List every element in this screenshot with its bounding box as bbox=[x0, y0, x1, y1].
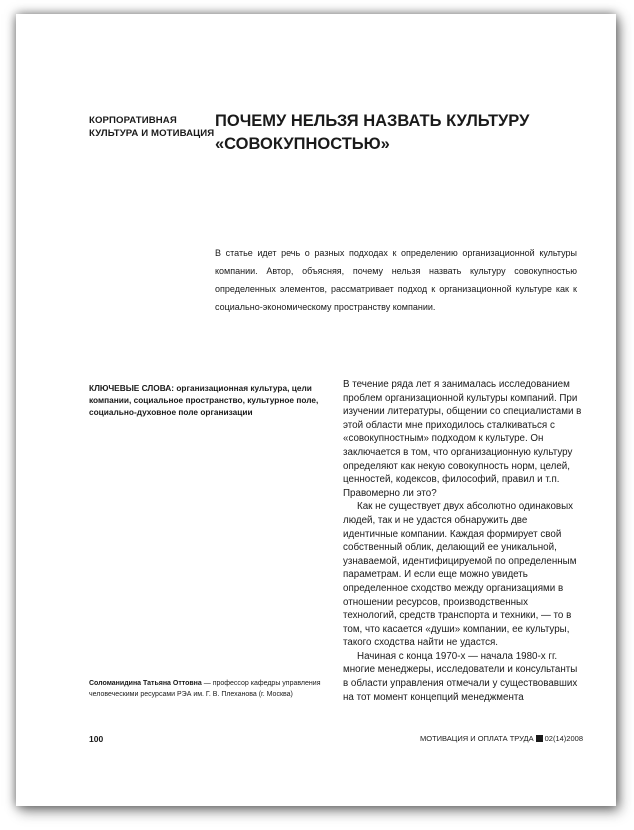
article-lead: В статье идет речь о разных подходах к определению организационной культуры компании. Автор, объясняя, почему нельзя назвать культуру совокупностью определенных элементов, рассматривает подход к организационной культуре как к социально-экономическому пространству компании. bbox=[215, 248, 577, 312]
article-title bbox=[215, 110, 585, 156]
keywords-text: организационная культура, цели компании, социальное пространство, культурное поле, социально-духовное поле организации bbox=[89, 383, 319, 417]
body-paragraph-3: Начиная с конца 1970-х — начала 1980-х гг. многие менеджеры, исследователи и консультанты в области управления отмечали у существовавших на тот момент концепций менеджмента bbox=[343, 650, 578, 703]
journal-name: МОТИВАЦИЯ И ОПЛАТА ТРУДА bbox=[419, 734, 534, 743]
author-name: Соломанидина Татьяна Оттовна bbox=[89, 680, 202, 687]
section-label bbox=[89, 114, 219, 140]
square-bullet-icon bbox=[536, 735, 543, 742]
author-info bbox=[89, 678, 337, 700]
article-title-line-2: «СОВОКУПНОСТЬЮ» bbox=[215, 135, 390, 153]
journal-footer bbox=[343, 734, 583, 743]
section-label-line-1: КОРПОРАТИВНАЯ bbox=[89, 115, 177, 126]
article-title-line-1: ПОЧЕМУ НЕЛЬЗЯ НАЗВАТЬ КУЛЬТУРУ bbox=[215, 112, 530, 130]
author-description: — профессор кафедры управления человеческими ресурсами РЭА им. Г. В. Плеханова (г. Москва) bbox=[89, 680, 321, 698]
journal-issue: 02(14)2008 bbox=[544, 734, 583, 743]
keywords bbox=[89, 382, 334, 418]
body-paragraph-1: В течение ряда лет я занималась исследованием проблем организационной культуры компаний. При изучении литературы, общении со специалистами в этой области мне приходилось сталкиваться с «совокупностным» подходом к культуре. Он заключается в том, что организационную культуру определяют как некую совокупность норм, целей, ценностей, кодексов, философий, правил и т.п. Правомерно ли это? bbox=[343, 379, 582, 499]
journal-page bbox=[16, 14, 616, 806]
article-body bbox=[343, 378, 583, 704]
section-label-line-2: КУЛЬТУРА И МОТИВАЦИЯ bbox=[89, 128, 215, 139]
keywords-label: КЛЮЧЕВЫЕ СЛОВА: bbox=[89, 383, 175, 393]
body-paragraph-2: Как не существует двух абсолютно одинаковых людей, так и не удастся обнаружить две идентичные компании. Каждая формирует свой собственный облик, делающий ее уникальной, узнаваемой, идентифицируемой по определенным параметрам. И если еще можно увидеть определенное сходство между организациями в отношении ресурсов, производственных технологий, средств транспорта и техники, — то в том, что касается «души» компании, ее культуры, такого сходства найти не удастся. bbox=[343, 501, 577, 649]
page-number: 100 bbox=[89, 734, 104, 744]
